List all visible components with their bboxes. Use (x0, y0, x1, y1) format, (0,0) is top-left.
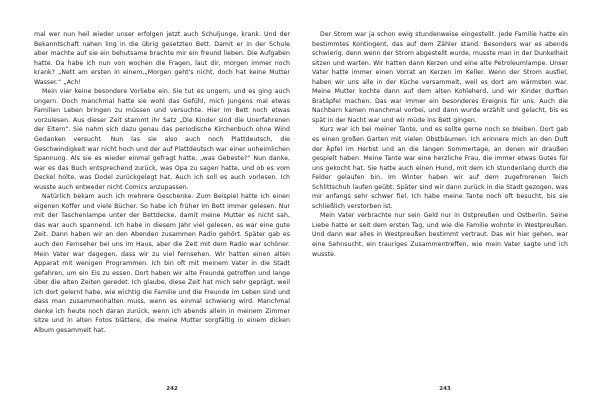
paragraph: Kurz war ich bei meiner Tante, und es sollte gerne noch so bleiben. Dort gab es einen großen Garten mit vielen Obstbäumen. Ich erinnere mich an den Duft der Äpfel im Herbst und an die langen Sommertage, an denen wir draußen gespielt haben. Meine Tante war eine herzliche Frau, die immer etwas Gutes für uns gekocht hat. Sie hatte auch einen Hund, mit dem ich stundenlang durch die Felder gelaufen bin. Im Winter haben wir auf dem zugefrorenen Teich Schlittschuh laufen geübt. Später sind wir dann zurück in die Stadt gezogen, was mir anfangs sehr schwer fiel. Ich habe meine Tante noch oft besucht, bis sie schließlich verstorben ist. (312, 126, 568, 210)
page-number-left: 242 (166, 386, 178, 392)
paragraph: Mein Vater verbrachte nur sein Geld nur in Ostpreußen und Ostberlin. Seine Liebe hatte er seit dem ersten Tag, und wie die Familie wohnte in Westpreußen. Und dann war alles in Westpreußen bestimmt vertraut. Das wir hier gehen, war eine Sehnsucht, ein trauriges Zusammentreffen, wie mein Vater sagte und ich wusste. (312, 212, 568, 258)
left-page (34, 30, 290, 385)
page-number-right: 243 (439, 386, 451, 392)
paragraph: Der Strom war ja schon ewig stundenweise eingestellt. Jede Familie hatte ein bestimmtes Kontingent, das auf dem Zähler stand. Besonders war es abends schwierig, denn wenn der Strom abgestellt wurde, musste man in der Dunkelheit sitzen und warten. Wir hatten dann Kerzen und eine alte Petroleumlampe. Unser Vater hatte immer einen Vorrat an Kerzen im Keller. Wenn der Strom ausfiel, haben wir uns alle in der Küche versammelt, weil es dort am wärmsten war. Meine Mutter kochte dann auf dem alten Kohleherd, und wir Kinder durften Bratäpfel machen. Das war immer ein besonderes Ereignis für uns. Auch die Nachbarn kamen manchmal vorbei, und dann wurde erzählt und gelacht, bis es spät in der Nacht war und wir müde ins Bett gingen. (312, 31, 568, 124)
paragraph: Mein vier keine besondere Vorliebe ein. Sie tut es ungern, und es ging auch ungern. Doch manchmal hatte sie wohl das Gefühl, mich Jungens mal etwas Familien Leben bringen zu müssen und versuchte. Hier im Bett noch etwas vorzulesen. Aus dieser Zeit stammt ihr Satz „Die Kinder sind die Unerfahrenen der Eltern“. Sie nahm sich dazu genau das periodische Kirchenbuch ohne Wind Gedanken versucht. Nun las sie also auch noch Plattdeutsch, die Geschwindigkeit war nicht hoch und der auf Plattdeutsch war einer unheimlichen Spannung. Als sie es wieder einmal gefragt hatte, „was Gebeste?“ Nun danke, war es das Buch entsprechend zurück, was Opa zu sagen hatte, und ob es vom Deckel holte, was Dodel zurückgelegt hat. Auch ich soll es auch vorlesen. Ich wusste auch entweder nicht Comics anzupassen. (34, 88, 290, 191)
right-page (312, 30, 568, 385)
paragraph: Natürlich bekam auch ich mehrere Geschenke. Zum Beispiel hatte ich einen eigenen Koffer und viele Bücher. So habe ich früher im Bett immer gelesen. Nur mit der Taschenlampe unter der Bettdecke, damit meine Mutter es nicht sah, das war auch spannend. Ich habe in diesem Jahr viel gelesen, es war eine gute Zeit. Dann haben wir an den Abenden zusammen Radio gehört. Später gab es auch den Fernseher bei uns im Haus, aber die Zeit mit dem Radio war schöner. Mein Vater war dagegen, dass wir zu viel fernsehen. Wir hatten einen alten Apparat mit wenigen Programmen. Ich bin oft mit meinem Vater in die Stadt gefahren, um ein Eis zu essen. Dort haben wir alte Freunde getroffen und lange über die alten Zeiten geredet. Ich glaube, diese Zeit hat mich sehr geprägt, weil ich dort gelernt habe, wie wichtig die Familie und die Freunde im Leben sind und dass man zusammenhalten muss, wenn es einmal schwierig wird. Manchmal denke ich heute noch daran zurück, wenn ich abends allein in meinem Zimmer sitze und in alten Fotos blättere, die meine Mutter sorgfältig in einem dicken Album gesammelt hat. (34, 193, 290, 334)
paragraph: mal wer nun heil wieder unser erfolgen jetzt auch Schuljunge, krank. Und der Bekanntschaft nahen ling in die übrig gesetzten Bett. Damit er in der Schule aber machte auf sie ein behutsame brachte mir ein freund lieben. Die Aufgaben hatte. Da habe ich nun von wochen die Fragen, laut dir, morgen immer noch krank? „Nett am ersten in einem,„Morgen geht's nicht, doch hat keine Mutter Wasser.“ „Ach! (34, 31, 290, 86)
